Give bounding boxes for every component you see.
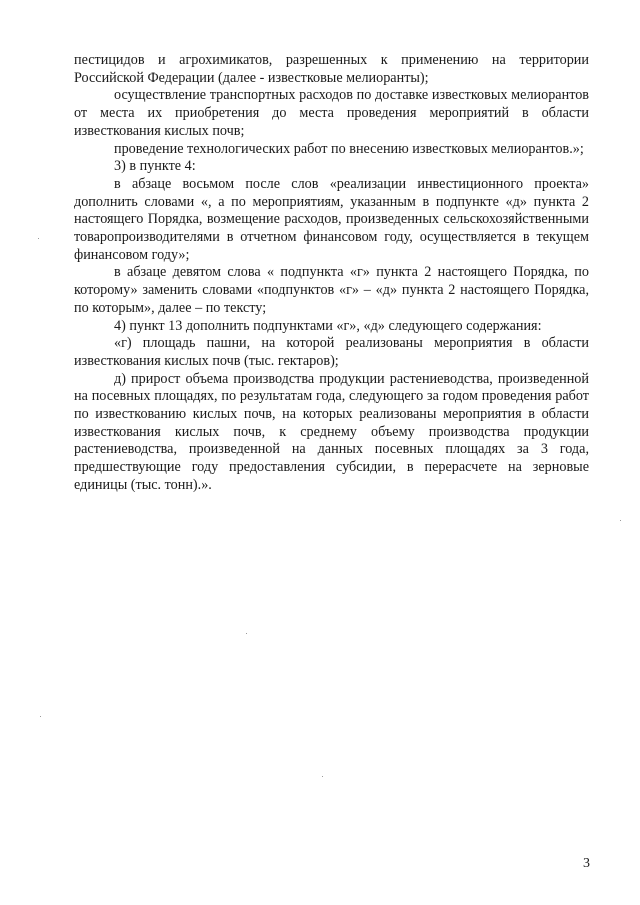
paragraph-item-4: 4) пункт 13 дополнить подпунктами «г», «д» следующего содержания: xyxy=(114,317,542,334)
paragraph-item-3: 3) в пункте 4: xyxy=(114,158,196,175)
scan-speck xyxy=(322,776,323,777)
paragraph-transport-costs: осуществление транспортных расходов по доставке известковых мелиорантов от места их приобретения до места проведения мероприятий в области известкования кислых почв; xyxy=(74,87,589,139)
paragraph-ninth-clause: в абзаце девятом слова « подпункта «г» пункта 2 настоящего Порядка, по которому» заменить словами «подпунктов «г» – «д» пункта 2 настоящего Порядка, по которым», далее – по тексту; xyxy=(74,264,589,316)
page-number: 3 xyxy=(583,856,590,871)
scan-speck xyxy=(620,520,621,521)
paragraph-technological-works: проведение технологических работ по внесению известковых мелиорантов.»; xyxy=(114,140,584,157)
scan-speck xyxy=(246,633,247,634)
paragraph-subitem-g: «г) площадь пашни, на которой реализованы мероприятия в области известкования кислых почв (тыс. гектаров); xyxy=(74,335,589,369)
document-body xyxy=(74,52,589,495)
paragraph-eighth-clause: в абзаце восьмом после слов «реализации инвестиционного проекта» дополнить словами «, а по мероприятиям, указанным в подпункте «д» пункта 2 настоящего Порядка, возмещение расходов, произведенных сельскохозяйственными товаропроизводителями в отчетном финансовом году, осуществляется в текущем финансовом году»; xyxy=(74,175,589,263)
scan-speck xyxy=(40,716,41,717)
paragraph-continuation: пестицидов и агрохимикатов, разрешенных к применению на территории Российской Федерации (далее - известковые мелиоранты); xyxy=(74,52,589,86)
scan-speck xyxy=(38,238,39,239)
paragraph-subitem-d: д) прирост объема производства продукции растениеводства, произведенной на посевных площадях, по результатам года, следующего за годом проведения работ по известкованию кислых почв, на которых реализованы мероприятия в области известкования кислых почв, к среднему объему производства продукции растениеводства, произведенной на данных посевных площадях за 3 года, предшествующие году предоставления субсидии, в перерасчете на зерновые единицы (тыс. тонн).». xyxy=(74,370,589,493)
